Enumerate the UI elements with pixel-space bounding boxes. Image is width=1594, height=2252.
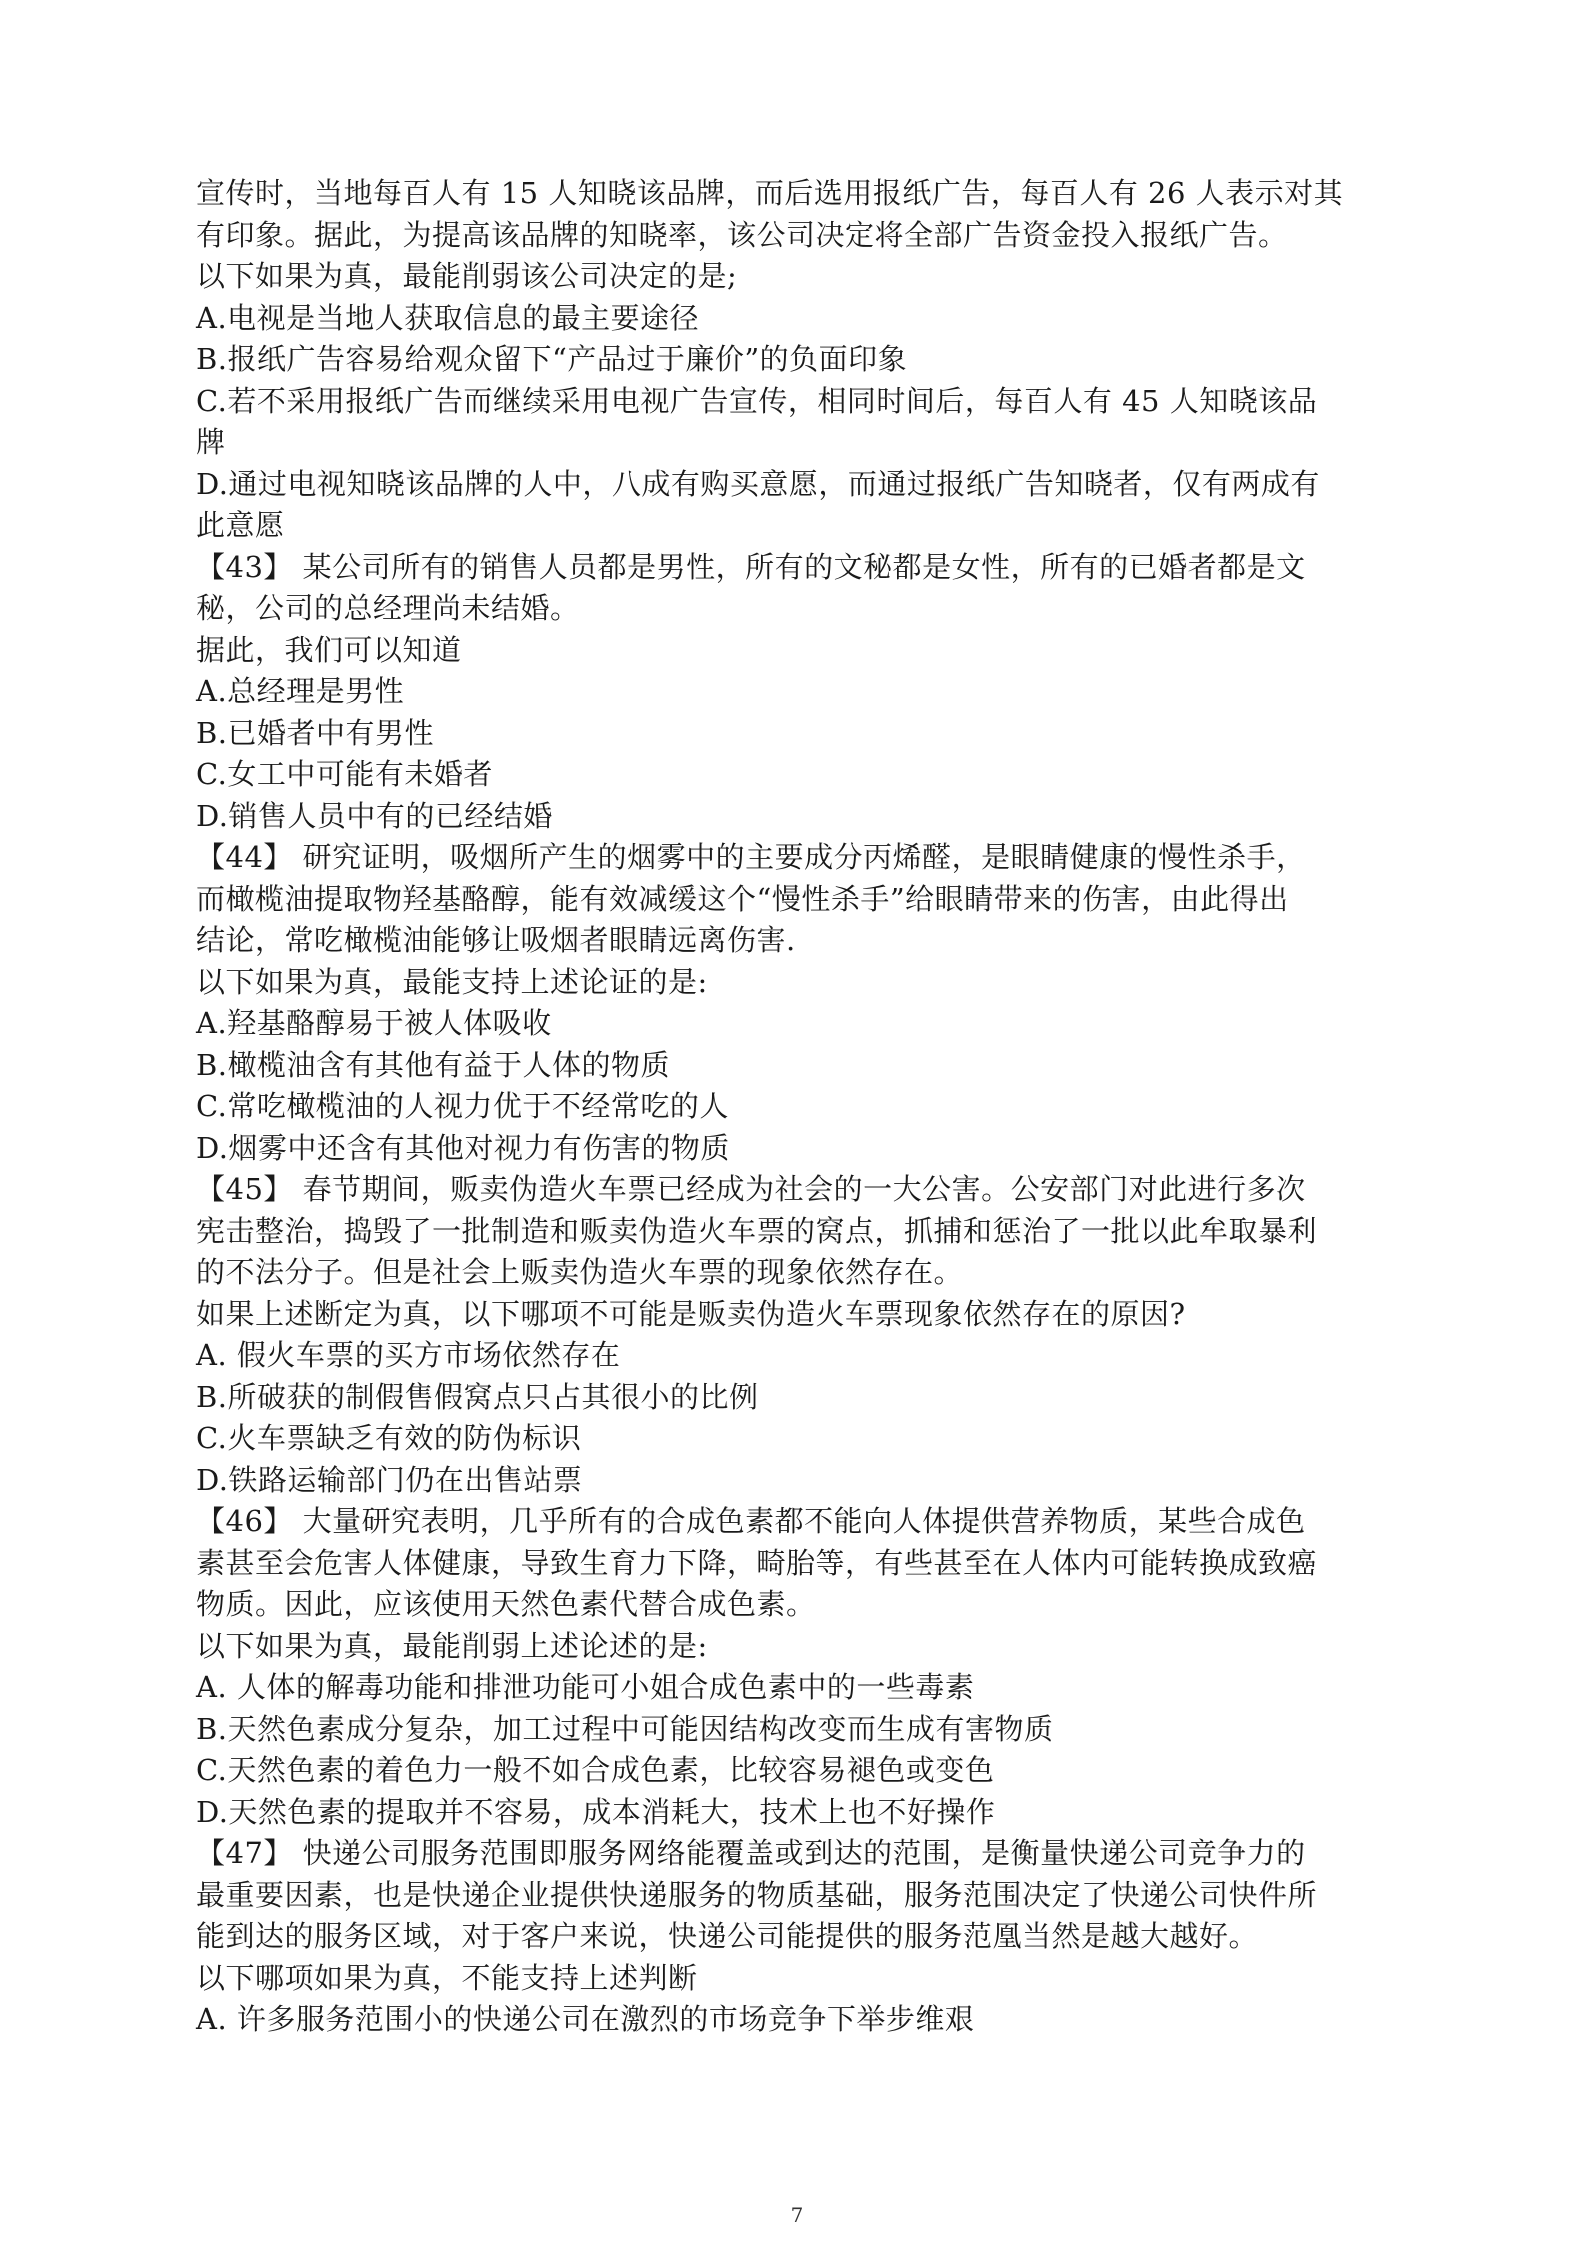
option-c: C.若不采用报纸广告而继续采用电视广告宣传，相同时间后，每百人有 45 人知晓该品 — [196, 383, 1318, 418]
text-line: 而橄榄油提取物羟基酪醇，能有效减缓这个“慢性杀手”给眼睛带来的伤害，由此得出 — [196, 881, 1289, 916]
option-d: D.天然色素的提取并不容易，成本消耗大，技术上也不好操作 — [196, 1794, 996, 1829]
question-44-stem: 【44】 研究证明，吸烟所产生的烟雾中的主要成分丙烯醛，是眼睛健康的慢性杀手， — [196, 840, 1306, 874]
text-line: 最重要因素，也是快递企业提供快递服务的物质基础，服务范围决定了快递公司快件所 — [196, 1877, 1318, 1912]
option-b: B.报纸广告容易给观众留下“产品过于廉价”的负面印象 — [196, 342, 908, 376]
option-a: A.羟基酪醇易于被人体吸收 — [196, 1006, 552, 1040]
option-c-continued: 牌 — [196, 425, 226, 459]
text-line: 物质。因此，应该使用天然色素代替合成色素。 — [196, 1587, 816, 1621]
text-line: 宣传时，当地每百人有 15 人知晓该品牌，而后选用报纸广告，每百人有 26 人表示对其 — [196, 176, 1344, 210]
page-content — [196, 173, 1416, 2041]
question-prompt: 以下如果为真，最能削弱上述论述的是: — [196, 1628, 708, 1663]
text-line: 素甚至会危害人体健康，导致生育力下降，畸胎等，有些甚至在人体内可能转换成致癌 — [196, 1545, 1318, 1580]
question-prompt: 如果上述断定为真，以下哪项不可能是贩卖伪造火车票现象依然存在的原因? — [196, 1296, 1186, 1331]
question-43-stem: 【43】 某公司所有的销售人员都是男性，所有的文秘都是女性，所有的已婚者都是文 — [196, 549, 1306, 584]
question-prompt: 以下哪项如果为真，不能支持上述判断 — [196, 1960, 698, 1995]
question-45-stem: 【45】 春节期间，贩卖伪造火车票已经成为社会的一大公害。公安部门对此进行多次 — [196, 1172, 1306, 1206]
text-line: 能到达的服务区域，对于客户来说，快递公司能提供的服务范凰当然是越大越好。 — [196, 1919, 1259, 1953]
option-b: B.橄榄油含有其他有益于人体的物质 — [196, 1047, 671, 1082]
option-a: A. 许多服务范围小的快递公司在激烈的市场竞争下举步维艰 — [196, 2002, 975, 2036]
question-prompt: 以下如果为真，最能削弱该公司决定的是; — [196, 259, 738, 293]
option-a: A.电视是当地人获取信息的最主要途径 — [196, 300, 700, 335]
option-c: C.火车票缺乏有效的防伪标识 — [196, 1421, 582, 1455]
question-46-stem: 【46】 大量研究表明，几乎所有的合成色素都不能向人体提供营养物质，某些合成色 — [196, 1504, 1306, 1538]
page-number: 7 — [790, 2203, 804, 2227]
text-line: 秘，公司的总经理尚未结婚。 — [196, 591, 580, 625]
option-c: C.天然色素的着色力一般不如合成色素，比较容易褪色或变色 — [196, 1753, 995, 1787]
text-line: 有印象。据此，为提高该品牌的知晓率，该公司决定将全部广告资金投入报纸广告。 — [196, 217, 1288, 252]
text-line: 的不法分子。但是社会上贩卖伪造火车票的现象依然存在。 — [196, 1255, 964, 1289]
text-line: 宪击整治，捣毁了一批制造和贩卖伪造火车票的窝点，抓捕和惩治了一批以此牟取暴利 — [196, 1213, 1318, 1248]
question-47-stem: 【47】 快递公司服务范围即服务网络能覆盖或到达的范围，是衡量快递公司竞争力的 — [196, 1836, 1306, 1870]
option-b: B.所破获的制假售假窝点只占其很小的比例 — [196, 1379, 759, 1414]
option-d: D.烟雾中还含有其他对视力有伤害的物质 — [196, 1130, 730, 1165]
option-d: D.销售人员中有的已经结婚 — [196, 798, 553, 833]
option-a: A. 假火车票的买方市场依然存在 — [196, 1338, 621, 1372]
option-c: C.女工中可能有未婚者 — [196, 757, 493, 791]
option-a: A.总经理是男性 — [196, 674, 405, 708]
option-a: A. 人体的解毒功能和排泄功能可小姐合成色素中的一些毒素 — [196, 1670, 975, 1704]
option-d: D.通过电视知晓该品牌的人中，八成有购买意愿，而通过报纸广告知晓者，仅有两成有 — [196, 466, 1320, 501]
option-d: D.铁路运输部门仍在出售站票 — [196, 1462, 583, 1497]
question-prompt: 以下如果为真，最能支持上述论证的是: — [196, 964, 708, 999]
option-b: B.已婚者中有男性 — [196, 715, 435, 750]
option-b: B.天然色素成分复杂，加工过程中可能因结构改变而生成有害物质 — [196, 1711, 1054, 1746]
question-prompt: 据此，我们可以知道 — [196, 632, 462, 667]
text-line: 结论，常吃橄榄油能够让吸烟者眼睛远离伤害. — [196, 923, 796, 957]
option-c: C.常吃橄榄油的人视力优于不经常吃的人 — [196, 1089, 729, 1123]
option-d-continued: 此意愿 — [196, 508, 285, 542]
